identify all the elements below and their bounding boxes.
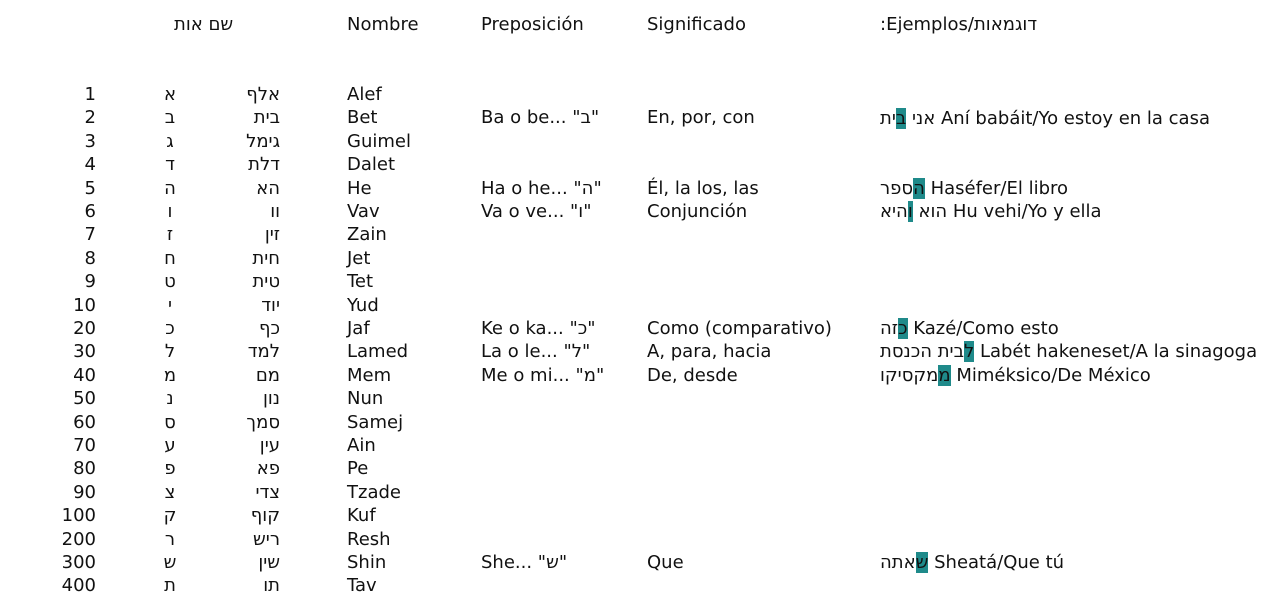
numeric-value: 30 bbox=[73, 341, 96, 363]
letter-name: Lamed bbox=[347, 341, 409, 363]
hebrew-letter: ת bbox=[164, 575, 176, 597]
meaning-text: Que bbox=[647, 552, 684, 573]
hebrew-letter-name: דלת bbox=[248, 154, 280, 176]
hebrew-letter-name: עין bbox=[259, 435, 280, 456]
letter-name: Pe bbox=[347, 458, 369, 480]
numeric-value: 4 bbox=[84, 154, 96, 176]
letter-name: Bet bbox=[347, 107, 378, 129]
preposition-text: Ke o ka... "כ" bbox=[481, 318, 596, 339]
numeric-value: 10 bbox=[73, 294, 96, 316]
hebrew-letter: ע bbox=[164, 435, 176, 456]
preposition-text: La o le... "ל" bbox=[481, 341, 591, 363]
letter-name: Jet bbox=[347, 247, 371, 269]
example-hebrew-rest: בית הכנסת bbox=[880, 341, 964, 363]
preposition-text: Va o ve... "ו" bbox=[481, 201, 592, 222]
meaning-text: A, para, hacia bbox=[647, 341, 772, 363]
example-hebrew bbox=[880, 201, 947, 222]
hebrew-letter: מ bbox=[163, 364, 177, 386]
preposition-text: Ba o be... "ב" bbox=[481, 107, 600, 129]
letter-name: Jaf bbox=[347, 318, 370, 339]
hebrew-letter-name: פא bbox=[256, 458, 280, 480]
letter-name: Dalet bbox=[347, 154, 396, 176]
hebrew-letter: ר bbox=[164, 528, 176, 550]
letter-name: Guimel bbox=[347, 130, 411, 152]
example-hebrew bbox=[880, 365, 951, 386]
hebrew-letter-name: כף bbox=[258, 318, 280, 339]
example-text bbox=[880, 341, 1257, 363]
letter-name: Kuf bbox=[347, 505, 376, 527]
example-highlighted-letter: ל bbox=[963, 341, 975, 363]
example-highlighted-letter: ו bbox=[907, 201, 913, 222]
header-examples: דוגמאות/Ejemplos: bbox=[880, 14, 1038, 35]
hebrew-letter: י bbox=[167, 294, 173, 316]
hebrew-letter: ט bbox=[164, 271, 176, 293]
header-name: Nombre bbox=[347, 14, 419, 35]
hebrew-letter-name: צדי bbox=[255, 481, 280, 503]
example-hebrew-rest: ית bbox=[880, 108, 896, 130]
numeric-value: 7 bbox=[84, 224, 96, 246]
header-letter-name: שם אות bbox=[174, 14, 234, 35]
hebrew-letter: א bbox=[163, 84, 177, 105]
preposition-text: Ha o he... "ה" bbox=[481, 177, 602, 199]
hebrew-letter: ח bbox=[164, 247, 176, 269]
example-translation: Labét hakeneset/A la sinagoga bbox=[974, 341, 1258, 363]
header-meaning: Significado bbox=[647, 14, 746, 35]
hebrew-letter: ו bbox=[167, 201, 173, 222]
numeric-value: 200 bbox=[61, 528, 96, 550]
example-hebrew-rest: זה bbox=[880, 318, 898, 339]
example-highlighted-letter: ה bbox=[913, 177, 925, 199]
hebrew-letter-name: אלף bbox=[246, 84, 280, 105]
hebrew-letter: ב bbox=[164, 107, 176, 129]
example-hebrew bbox=[880, 318, 908, 339]
example-translation: Haséfer/El libro bbox=[924, 177, 1069, 199]
numeric-value: 3 bbox=[84, 130, 96, 152]
hebrew-letter-name: גימל bbox=[246, 130, 280, 152]
hebrew-letter-name: זין bbox=[264, 224, 280, 246]
numeric-value: 80 bbox=[73, 458, 96, 480]
example-hebrew bbox=[880, 341, 974, 362]
meaning-text: Conjunción bbox=[647, 201, 748, 222]
hebrew-letter-name: סמך bbox=[246, 411, 280, 433]
letter-name: Mem bbox=[347, 364, 392, 386]
example-translation: Hu vehi/Yo y ella bbox=[947, 201, 1102, 222]
example-highlighted-letter: ב bbox=[895, 108, 907, 130]
numeric-value: 2 bbox=[84, 107, 96, 129]
numeric-value: 40 bbox=[73, 364, 96, 386]
hebrew-letter-name: בית bbox=[253, 107, 280, 129]
example-highlighted-letter: ש bbox=[915, 552, 929, 573]
hebrew-letter-name: קוף bbox=[250, 505, 280, 527]
example-highlighted-letter: כ bbox=[898, 318, 908, 339]
hebrew-letter-name: תו bbox=[263, 575, 280, 597]
example-text bbox=[880, 201, 1102, 223]
numeric-value: 70 bbox=[73, 435, 96, 456]
numeric-value: 300 bbox=[61, 552, 96, 573]
preposition-text: She... "ש" bbox=[481, 552, 568, 573]
example-text bbox=[880, 552, 1064, 574]
letter-name: Shin bbox=[347, 552, 387, 573]
letter-name: He bbox=[347, 177, 372, 199]
example-translation: Sheatá/Que tú bbox=[928, 552, 1065, 573]
example-text bbox=[880, 365, 1151, 387]
example-text bbox=[880, 178, 1068, 200]
example-hebrew bbox=[880, 552, 928, 573]
meaning-text: Como (comparativo) bbox=[647, 318, 832, 339]
letter-name: Tav bbox=[347, 575, 377, 597]
letter-name: Yud bbox=[347, 294, 379, 316]
hebrew-letter: ס bbox=[164, 411, 176, 433]
hebrew-letter: ה bbox=[164, 177, 176, 199]
numeric-value: 5 bbox=[84, 177, 96, 199]
example-translation: Aní babáit/Yo estoy en la casa bbox=[935, 108, 1210, 130]
hebrew-letter: ש bbox=[163, 552, 177, 573]
numeric-value: 60 bbox=[73, 411, 96, 433]
letter-name: Alef bbox=[347, 84, 382, 105]
numeric-value: 8 bbox=[84, 247, 96, 269]
numeric-value: 9 bbox=[84, 271, 96, 293]
numeric-value: 1 bbox=[84, 84, 96, 105]
hebrew-letter-name: נון bbox=[262, 388, 280, 410]
letter-name: Samej bbox=[347, 411, 404, 433]
hebrew-letter: כ bbox=[165, 318, 175, 339]
hebrew-letter-name: ריש bbox=[253, 528, 280, 550]
numeric-value: 20 bbox=[73, 318, 96, 339]
numeric-value: 100 bbox=[61, 505, 96, 527]
numeric-value: 6 bbox=[84, 201, 96, 222]
letter-name: Zain bbox=[347, 224, 387, 246]
hebrew-letter-name: מם bbox=[255, 364, 280, 386]
example-hebrew bbox=[880, 178, 925, 199]
numeric-value: 90 bbox=[73, 481, 96, 503]
letter-name: Resh bbox=[347, 528, 391, 550]
numeric-value: 50 bbox=[73, 388, 96, 410]
example-hebrew-prefix: אני bbox=[906, 108, 936, 130]
example-hebrew-rest: מקסיקו bbox=[880, 364, 939, 386]
letter-name: Tet bbox=[347, 271, 374, 293]
meaning-text: De, desde bbox=[647, 364, 738, 386]
hebrew-letter-name: חית bbox=[252, 247, 280, 269]
hebrew-letter-name: וו bbox=[270, 201, 280, 222]
meaning-text: En, por, con bbox=[647, 107, 755, 129]
hebrew-letter: ד bbox=[165, 154, 175, 176]
example-hebrew-rest: אתה bbox=[880, 552, 916, 573]
example-translation: Miméksico/De México bbox=[950, 364, 1151, 386]
hebrew-letter-name: טית bbox=[252, 271, 280, 293]
hebrew-letter: ג bbox=[166, 130, 174, 152]
example-text bbox=[880, 108, 1210, 130]
hebrew-letter-name: יוד bbox=[261, 294, 280, 316]
hebrew-letter-name: שין bbox=[258, 552, 280, 573]
meaning-text: Él, la los, las bbox=[647, 177, 759, 199]
example-text bbox=[880, 318, 1059, 340]
example-hebrew-rest: היא bbox=[880, 201, 908, 222]
hebrew-letter-name: הא bbox=[256, 177, 280, 199]
hebrew-letter: צ bbox=[164, 481, 176, 503]
hebrew-letter: פ bbox=[164, 458, 176, 480]
numeric-value: 400 bbox=[61, 575, 96, 597]
hebrew-letter: נ bbox=[166, 388, 174, 410]
example-hebrew-prefix: הוא bbox=[912, 201, 948, 222]
example-translation: Kazé/Como esto bbox=[907, 318, 1059, 339]
letter-name: Vav bbox=[347, 201, 380, 222]
hebrew-letter-name: למד bbox=[247, 341, 280, 363]
example-hebrew-rest: ספר bbox=[880, 177, 914, 199]
hebrew-letter: ק bbox=[163, 505, 177, 527]
letter-name: Ain bbox=[347, 435, 376, 456]
hebrew-letter: ז bbox=[166, 224, 174, 246]
header-preposition: Preposición bbox=[481, 14, 584, 35]
hebrew-letter: ל bbox=[164, 341, 176, 363]
example-hebrew bbox=[880, 108, 935, 129]
example-highlighted-letter: מ bbox=[938, 364, 951, 386]
letter-name: Nun bbox=[347, 388, 384, 410]
letter-name: Tzade bbox=[347, 481, 401, 503]
preposition-text: Me o mi... "מ" bbox=[481, 364, 605, 386]
